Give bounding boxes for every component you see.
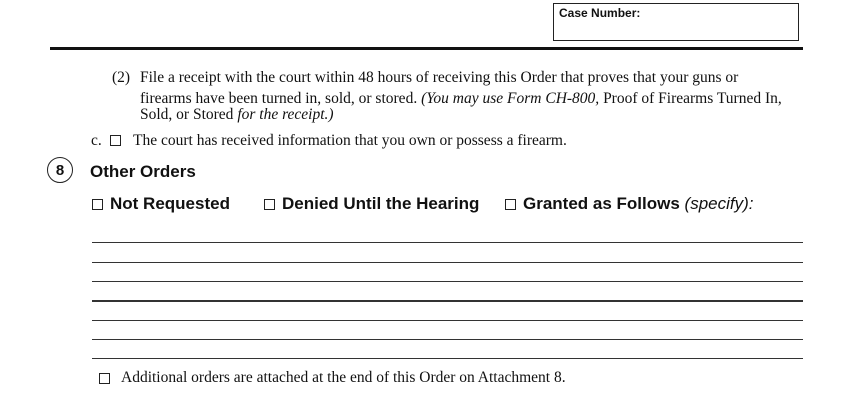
not-requested-label: Not Requested (110, 194, 230, 213)
option-denied-until-hearing[interactable] (264, 194, 479, 214)
option-not-requested[interactable] (92, 194, 230, 214)
item-2-form-reference: (You may use Form CH-800, (421, 90, 600, 107)
specify-line-5[interactable] (92, 320, 803, 321)
granted-specify-hint: (specify): (684, 194, 754, 213)
specify-line-1[interactable] (92, 242, 803, 243)
granted-as-follows-label: Granted as Follows (523, 194, 680, 213)
item-2-form-title: Proof of Firearms Turned In, (599, 90, 782, 107)
case-number-label: Case Number: (559, 6, 641, 20)
item-c-text: The court has received information that you own or possess a firearm. (133, 132, 567, 149)
specify-line-6[interactable] (92, 339, 803, 340)
item-c-letter: c. (91, 132, 102, 149)
attachment-checkbox[interactable] (99, 373, 110, 384)
section-8-title: Other Orders (90, 162, 196, 181)
item-2-line-2-text: firearms have been turned in, sold, or stored. (140, 90, 422, 107)
item-2-line-3 (140, 104, 334, 125)
item-2-line-3-italic: for the receipt.) (237, 106, 334, 123)
denied-until-hearing-label: Denied Until the Hearing (282, 194, 480, 213)
header-divider (50, 47, 803, 50)
option-granted-as-follows[interactable] (505, 194, 754, 214)
specify-line-3[interactable] (92, 281, 803, 282)
specify-line-4[interactable] (92, 300, 803, 302)
specify-line-7[interactable] (92, 358, 803, 359)
denied-until-hearing-checkbox[interactable] (264, 199, 275, 210)
item-2-line-1: File a receipt with the court within 48 hours of receiving this Order that proves that your guns or (140, 69, 739, 86)
section-8-number-badge: 8 (47, 157, 73, 183)
item-2-line-3-text: Sold, or Stored (140, 106, 238, 123)
attachment-text: Additional orders are attached at the end of this Order on Attachment 8. (121, 369, 566, 386)
specify-line-2[interactable] (92, 262, 803, 263)
granted-as-follows-checkbox[interactable] (505, 199, 516, 210)
not-requested-checkbox[interactable] (92, 199, 103, 210)
item-2-number: (2) (112, 69, 131, 86)
item-c-checkbox[interactable] (110, 135, 121, 146)
case-number-field[interactable] (553, 3, 799, 41)
